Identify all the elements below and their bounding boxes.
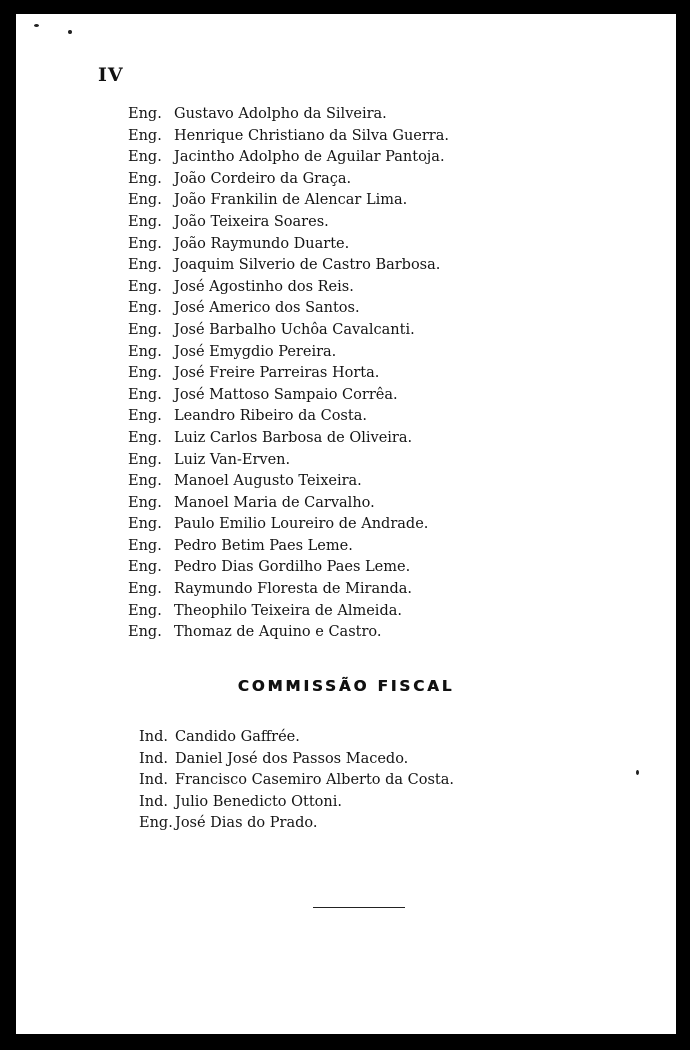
list-item [139,727,454,749]
member-name: José Freire Parreiras Horta. [174,365,380,382]
page-number: IV [98,64,124,86]
member-title: Eng. [128,149,162,166]
member-name: Joaquim Silverio de Castro Barbosa. [174,257,441,274]
member-title: Ind. [139,772,168,789]
member-name: José Agostinho dos Reis. [174,278,354,295]
list-item [128,557,449,579]
list-item [128,190,449,212]
member-title: Eng. [128,537,162,554]
member-name: Manoel Augusto Teixeira. [174,473,362,490]
member-title: Eng. [128,127,162,144]
list-item [139,792,454,814]
list-item [128,471,449,493]
list-item [128,406,449,428]
member-title: Eng. [128,213,162,230]
commission-list [139,727,454,835]
member-title: Eng. [128,235,162,252]
member-name: Raymundo Floresta de Miranda. [174,581,413,598]
list-item [128,385,449,407]
member-name: José Mattoso Sampaio Corrêa. [174,386,398,403]
list-item [128,493,449,515]
list-item [128,450,449,472]
member-name: Manoel Maria de Carvalho. [174,494,375,511]
member-title: Ind. [139,729,168,745]
member-name: Theophilo Teixeira de Almeida. [174,602,402,619]
closing-rule [313,907,405,908]
list-item [128,147,449,169]
member-title: Eng. [128,365,162,382]
member-title: Eng. [128,581,162,598]
list-item [128,622,449,644]
member-name: João Frankilin de Alencar Lima. [174,192,408,209]
member-name: José Americo dos Santos. [174,300,360,317]
member-title: Eng. [128,473,162,490]
list-item [128,536,449,558]
member-title: Eng. [128,451,162,468]
commission-heading: COMMISSÃO FISCAL [237,677,455,695]
member-title: Eng. [128,192,162,209]
member-name: Leandro Ribeiro da Costa. [174,408,367,425]
list-item [139,770,454,792]
member-name: Pedro Dias Gordilho Paes Leme. [174,559,411,576]
member-name: José Dias do Prado. [175,815,318,832]
list-item [128,298,449,320]
list-item [128,234,449,256]
member-title: Eng. [128,321,162,338]
ink-speck [34,24,39,27]
member-title: Eng. [128,257,162,274]
member-name: João Cordeiro da Graça. [174,170,352,187]
member-name: Gustavo Adolpho da Silveira. [174,106,387,122]
member-title: Eng. [139,815,173,832]
member-name: Paulo Emilio Loureiro de Andrade. [174,516,429,533]
member-title: Eng. [128,170,162,187]
list-item [128,579,449,601]
member-name: Francisco Casemiro Alberto da Costa. [175,772,455,789]
member-name: Jacintho Adolpho de Aguilar Pantoja. [174,149,445,166]
member-title: Eng. [128,516,162,533]
member-title: Ind. [139,750,168,767]
list-item [128,277,449,299]
member-title: Eng. [128,278,162,295]
list-item [128,601,449,623]
ink-speck [636,770,639,775]
member-name: Thomaz de Aquino e Castro. [174,624,382,641]
member-title: Eng. [128,494,162,511]
list-item [128,212,449,234]
member-name: Julio Benedicto Ottoni. [175,793,342,810]
member-title: Eng. [128,559,162,576]
member-title: Eng. [128,624,162,641]
list-item [139,813,454,835]
list-item [128,428,449,450]
list-item [139,749,454,771]
member-name: Candido Gaffrée. [175,729,300,745]
member-title: Eng. [128,106,162,122]
list-item [128,320,449,342]
list-item [128,514,449,536]
member-name: João Raymundo Duarte. [174,235,350,252]
members-list [128,104,449,644]
member-name: João Teixeira Soares. [174,213,329,230]
member-title: Eng. [128,300,162,317]
list-item [128,169,449,191]
list-item [128,363,449,385]
member-name: Luiz Carlos Barbosa de Oliveira. [174,429,413,446]
member-title: Ind. [139,793,168,810]
member-title: Eng. [128,408,162,425]
member-title: Eng. [128,602,162,619]
member-name: José Barbalho Uchôa Cavalcanti. [174,321,415,338]
member-name: José Emygdio Pereira. [174,343,337,360]
member-title: Eng. [128,429,162,446]
list-item [128,255,449,277]
document-page [16,14,676,1034]
member-name: Daniel José dos Passos Macedo. [175,750,409,767]
list-item [128,342,449,364]
list-item [128,104,449,126]
member-title: Eng. [128,386,162,403]
member-name: Pedro Betim Paes Leme. [174,537,353,554]
member-name: Henrique Christiano da Silva Guerra. [174,127,449,144]
member-name: Luiz Van-Erven. [174,451,291,468]
member-title: Eng. [128,343,162,360]
list-item [128,126,449,148]
ink-speck [68,30,72,34]
